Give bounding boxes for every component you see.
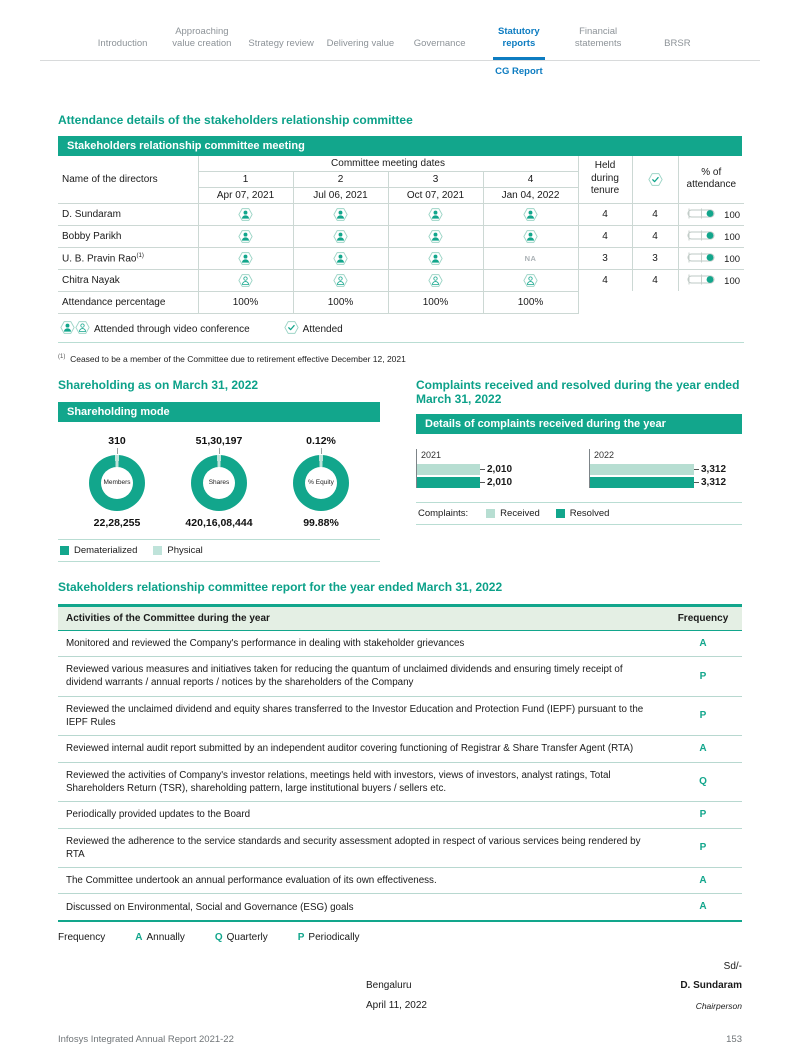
nav-subtab-cg-report[interactable]: CG Report <box>495 65 543 77</box>
nav-tab-delivering-value[interactable]: Delivering value <box>326 38 395 50</box>
bar-value-tick <box>480 482 485 483</box>
attended-count-value: 4 <box>632 203 678 225</box>
nav-tab-introduction[interactable]: Introduction <box>97 38 148 50</box>
nav-tab-strategy-review[interactable]: Strategy review <box>248 38 314 50</box>
director-name-footnote-ref: (1) <box>136 252 144 259</box>
received-value: 3,312 <box>701 463 727 475</box>
pct-attendance-cell <box>678 225 744 247</box>
attendance-percentage-value: 100% <box>293 291 388 313</box>
attendance-row-d-sundaram <box>58 203 744 225</box>
signature-date: April 11, 2022 <box>366 999 427 1011</box>
video-conference-attended-icon <box>238 209 253 220</box>
held-during-tenure-value: 4 <box>578 269 632 291</box>
meeting-attendance-cell <box>483 203 578 225</box>
donut-bottom-value: 99.88% <box>303 516 339 529</box>
video-conference-attended-icon <box>428 253 443 264</box>
complaints-year-label: 2022 <box>594 449 615 460</box>
legend-swatch <box>60 546 69 555</box>
meeting-number-2: 2 <box>293 171 388 187</box>
legend-label: Received <box>500 507 540 519</box>
video-conference-attended-icon <box>333 231 348 242</box>
frequency-code-label: Annually <box>146 931 185 943</box>
attendance-percentage-value: 100% <box>388 291 483 313</box>
attendance-percentage-value: 100% <box>483 291 578 313</box>
shareholding-donut-charts <box>58 435 380 529</box>
attendance-slider-icon <box>687 232 721 243</box>
report-page <box>0 26 800 1045</box>
top-nav <box>58 26 742 77</box>
frequency-code: A <box>135 931 143 943</box>
legend-item-dematerialized <box>60 545 137 556</box>
meeting-date-jan-04-2022: Jan 04, 2022 <box>483 187 578 203</box>
footnote <box>58 354 742 364</box>
report-heading: Stakeholders relationship committee report for the year ended March 31, 2022 <box>58 579 503 594</box>
activity-text: Reviewed the adherence to the service standards and security assessment adopted in respect of various services being rendered by RTA <box>58 828 664 867</box>
check-hexagon-icon <box>648 174 663 185</box>
video-conference-attended-icon <box>523 209 538 220</box>
pct-attendance-value: 100 <box>724 210 741 222</box>
donut-bottom-value: 22,28,255 <box>93 516 141 529</box>
nav-tab-governance[interactable]: Governance <box>413 38 466 50</box>
pct-attendance-cell <box>678 203 744 225</box>
complaints-heading: Complaints received and resolved during the year ended March 31, 2022 <box>416 377 740 406</box>
received-bar <box>590 464 694 475</box>
col-attended <box>632 156 678 204</box>
complaints-year-label: 2021 <box>421 449 442 460</box>
donut-ring <box>191 455 247 511</box>
activity-text: Reviewed various measures and initiatives taken for reducing the quantum of unclaimed dividends and ensuring timely receipt of dividend warrants / annual reports / notices by the shareholders of the Company <box>58 657 664 696</box>
activity-text: Reviewed the unclaimed dividend and equity shares transferred to the Investor Education and Protection Fund (IEPF) pursuant to the IEPF Rules <box>58 696 664 735</box>
meeting-attendance-cell <box>388 247 483 269</box>
shareholding-section <box>58 378 380 562</box>
attendance-heading: Attendance details of the stakeholders relationship committee <box>58 112 413 127</box>
director-name: U. B. Pravin Rao$^{(1)}$ <box>58 247 198 269</box>
meeting-attendance-cell <box>388 269 483 291</box>
meeting-number-4: 4 <box>483 171 578 187</box>
legend-vc-label: Attended through video conference <box>94 323 250 335</box>
footer-report-title: Infosys Integrated Annual Report 2021-22 <box>58 1034 234 1045</box>
activity-text: Reviewed internal audit report submitted by an independent auditor covering functioning of Registrar & Share Transfer Agent (RTA) <box>58 736 664 763</box>
complaints-group-2021 <box>416 449 569 490</box>
nav-tab-brsr[interactable]: BRSR <box>664 38 691 50</box>
legend-label: Dematerialized <box>74 544 138 556</box>
bar-row-resolved <box>417 477 569 488</box>
attended-count-value: 4 <box>632 225 678 247</box>
donut-shares <box>168 435 270 529</box>
legend-swatch <box>153 546 162 555</box>
frequency-legend-item-quarterly <box>215 932 268 943</box>
video-conference-attended-icon-alt <box>238 275 253 286</box>
donut-connector-line <box>117 448 118 454</box>
attendance-table-title-band: Stakeholders relationship committee meeting <box>58 136 742 156</box>
activity-row-9 <box>58 894 742 921</box>
activity-text: Monitored and reviewed the Company's performance in dealing with stakeholder grievances <box>58 630 664 657</box>
meeting-attendance-cell <box>293 225 388 247</box>
complaints-legend-prefix: Complaints: <box>418 507 469 519</box>
activity-text: Periodically provided updates to the Board <box>58 802 664 829</box>
meeting-date-oct-07-2021: Oct 07, 2021 <box>388 187 483 203</box>
page-footer <box>58 1034 742 1045</box>
meeting-number-1: 1 <box>198 171 293 187</box>
bar-row-resolved <box>590 477 742 488</box>
charts-section <box>58 378 742 562</box>
held-during-tenure-value: 4 <box>578 203 632 225</box>
donut-equity <box>270 435 372 529</box>
donut-center-label: Members <box>101 467 133 499</box>
legend-swatch <box>486 509 495 518</box>
frequency-code-label: Periodically <box>308 931 360 943</box>
director-name: Chitra Nayak <box>58 269 198 291</box>
activity-frequency: A <box>664 736 742 763</box>
donut-connector-line <box>321 448 322 454</box>
activities-table <box>58 604 742 922</box>
activity-row-6 <box>58 802 742 829</box>
activity-frequency: A <box>664 630 742 657</box>
footnote-text: Ceased to be a member of the Committee due to retirement effective December 12, 2021 <box>70 353 406 364</box>
frequency-code: Q <box>214 931 223 943</box>
attendance-table-section <box>58 136 742 343</box>
meeting-attendance-cell <box>198 269 293 291</box>
complaints-section <box>416 378 742 562</box>
complaints-group-2022 <box>589 449 742 490</box>
legend-swatch <box>556 509 565 518</box>
legend-label: Resolved <box>569 507 610 519</box>
frequency-code: P <box>297 931 305 943</box>
attended-count-value: 3 <box>632 247 678 269</box>
col-frequency: Frequency <box>664 605 742 630</box>
complaints-bar-chart <box>416 449 742 490</box>
signature-name: D. Sundaram <box>680 979 742 991</box>
received-bar <box>417 464 480 475</box>
donut-top-value: 51,30,197 <box>195 434 243 447</box>
col-name-of-directors: Name of the directors <box>58 156 198 204</box>
meeting-attendance-cell <box>293 203 388 225</box>
legend-attended-label: Attended <box>302 323 343 335</box>
attendance-percentage-row <box>58 291 744 313</box>
attendance-row-u-b-pravin-rao <box>58 247 744 269</box>
donut-ring <box>89 455 145 511</box>
legend-item-received <box>486 508 540 519</box>
attendance-table <box>58 156 744 343</box>
complaints-axis <box>416 449 569 488</box>
signature-block <box>58 961 742 1016</box>
pct-attendance-cell <box>678 269 744 291</box>
nav-tab-financial-statements[interactable]: Financial statements <box>574 26 622 50</box>
nav-sub-row <box>58 61 742 77</box>
footnote-marker: (1) <box>58 353 66 360</box>
legend-label: Physical <box>167 544 203 556</box>
attendance-legend-row <box>58 313 744 342</box>
activity-row-2 <box>58 657 742 696</box>
video-conference-attended-icon-alt <box>428 275 443 286</box>
empty-cell <box>578 291 632 313</box>
attendance-percentage-label: Attendance percentage <box>58 291 198 313</box>
empty-cell <box>678 291 744 313</box>
activity-frequency: A <box>664 867 742 894</box>
video-conference-attended-icon <box>428 209 443 220</box>
activity-row-3 <box>58 696 742 735</box>
video-conference-attended-icon <box>238 253 253 264</box>
video-conference-attended-icon-alt <box>523 275 538 286</box>
activity-text: Reviewed the activities of Company's investor relations, meetings held with investors, views of investors, analyst ratings, Total Shareholders Return (TSR), shareholding pattern, large institutional buyers / sellers etc. <box>58 762 664 801</box>
activity-text: Discussed on Environmental, Social and Governance (ESG) goals <box>58 894 664 921</box>
donut-ring <box>293 455 349 511</box>
footer-page-number: 153 <box>726 1034 742 1045</box>
col-pct-attendance: % of attendance <box>686 166 737 191</box>
activity-row-4 <box>58 736 742 763</box>
resolved-bar <box>417 477 480 488</box>
nav-tab-statutory-reports[interactable]: Statutory reports <box>482 26 555 60</box>
bar-value-tick <box>694 469 699 470</box>
activity-frequency: Q <box>664 762 742 801</box>
frequency-legend-item-annually <box>135 932 185 943</box>
attendance-slider-icon <box>687 276 721 287</box>
bar-value-tick <box>694 482 699 483</box>
donut-top-value: 0.12% <box>306 434 336 447</box>
bar-row-received <box>417 464 569 475</box>
video-conference-attended-icon <box>333 253 348 264</box>
director-name: Bobby Parikh <box>58 225 198 247</box>
meeting-attendance-cell <box>293 247 388 269</box>
meeting-attendance-cell <box>483 247 578 269</box>
signature-sd: Sd/- <box>723 960 742 972</box>
pct-attendance-value: 100 <box>724 254 741 266</box>
video-conference-attended-icon <box>523 231 538 242</box>
video-conference-attended-icon <box>428 231 443 242</box>
donut-center-label: % Equity <box>305 467 337 499</box>
shareholding-heading: Shareholding as on March 31, 2022 <box>58 377 259 392</box>
attendance-percentage-value: 100% <box>198 291 293 313</box>
attendance-row-chitra-nayak <box>58 269 744 291</box>
pct-attendance-value: 100 <box>724 276 741 288</box>
video-conference-attended-icon <box>238 231 253 242</box>
meeting-attendance-cell <box>293 269 388 291</box>
meeting-attendance-cell <box>198 203 293 225</box>
activity-row-5 <box>58 762 742 801</box>
col-activities: Activities of the Committee during the year <box>58 605 664 630</box>
activity-row-7 <box>58 828 742 867</box>
donut-center-label: Shares <box>203 467 235 499</box>
activity-frequency: P <box>664 828 742 867</box>
meeting-attendance-cell <box>483 269 578 291</box>
attendance-slider-icon <box>687 210 721 221</box>
legend-item-resolved <box>556 508 610 519</box>
legend-item-physical <box>153 545 202 556</box>
donut-members <box>66 435 168 529</box>
donut-connector-line <box>219 448 220 454</box>
meeting-attendance-cell <box>198 225 293 247</box>
signature-title: Chairperson <box>695 1000 742 1011</box>
col-committee-meeting-dates: Committee meeting dates <box>198 156 578 172</box>
activity-row-8 <box>58 867 742 894</box>
attended-count-value: 4 <box>632 269 678 291</box>
video-conference-attended-icon-alt <box>75 324 90 335</box>
complaints-band: Details of complaints received during the year <box>416 414 742 434</box>
video-conference-attended-icon <box>60 324 75 335</box>
director-name: D. Sundaram <box>58 203 198 225</box>
activity-frequency: P <box>664 696 742 735</box>
meeting-date-jul-06-2021: Jul 06, 2021 <box>293 187 388 203</box>
signature-city: Bengaluru <box>366 979 412 991</box>
na-label: NA <box>524 253 537 263</box>
video-conference-attended-icon-alt <box>333 275 348 286</box>
donut-top-value: 310 <box>108 434 126 447</box>
activity-frequency: P <box>664 657 742 696</box>
activity-frequency: A <box>664 894 742 921</box>
bar-row-received <box>590 464 742 475</box>
nav-tabs-row <box>58 26 742 60</box>
activity-frequency: P <box>664 802 742 829</box>
shareholding-legend <box>58 539 380 562</box>
held-during-tenure-value: 3 <box>578 247 632 269</box>
meeting-attendance-cell <box>198 247 293 269</box>
pct-attendance-value: 100 <box>724 232 741 244</box>
held-during-tenure-value: 4 <box>578 225 632 247</box>
empty-cell <box>632 291 678 313</box>
resolved-value: 3,312 <box>701 476 727 488</box>
meeting-date-apr-07-2021: Apr 07, 2021 <box>198 187 293 203</box>
attendance-legend <box>58 313 744 342</box>
frequency-legend <box>58 932 742 943</box>
attendance-row-bobby-parikh <box>58 225 744 247</box>
complaints-axis <box>589 449 742 488</box>
bar-value-tick <box>480 469 485 470</box>
meeting-attendance-cell <box>483 225 578 247</box>
frequency-code-label: Quarterly <box>226 931 268 943</box>
received-value: 2,010 <box>487 463 513 475</box>
shareholding-band: Shareholding mode <box>58 402 380 422</box>
resolved-value: 2,010 <box>487 476 513 488</box>
frequency-legend-label: Frequency <box>58 931 106 943</box>
resolved-bar <box>590 477 694 488</box>
nav-tab-approaching-value-creation[interactable]: Approaching value creation <box>172 26 232 50</box>
frequency-legend-item-periodically <box>298 932 360 943</box>
meeting-number-3: 3 <box>388 171 483 187</box>
donut-bottom-value: 420,16,08,444 <box>185 516 253 529</box>
complaints-legend <box>416 502 742 525</box>
video-conference-attended-icon <box>333 209 348 220</box>
meeting-attendance-cell <box>388 203 483 225</box>
attendance-slider-icon <box>687 254 721 265</box>
attended-check-icon <box>284 324 299 335</box>
activity-row-1 <box>58 630 742 657</box>
activity-text: The Committee undertook an annual performance evaluation of its own effectiveness. <box>58 867 664 894</box>
meeting-attendance-cell <box>388 225 483 247</box>
col-held-during-tenure: Held during tenure <box>578 156 632 204</box>
pct-attendance-cell <box>678 247 744 269</box>
